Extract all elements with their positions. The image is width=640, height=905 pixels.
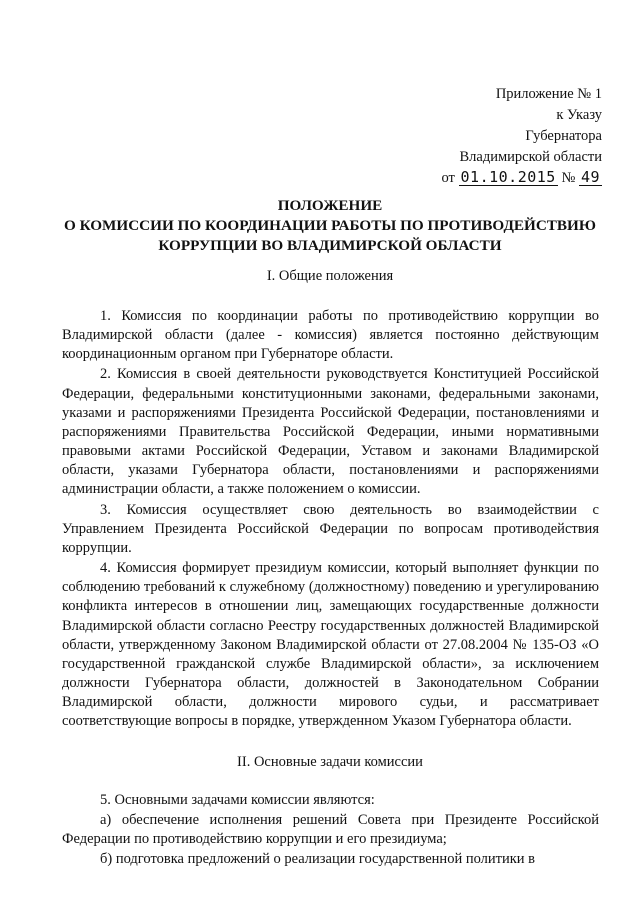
paragraph-4: 4. Комиссия формирует президиум комиссии, который выполняет функции по соблюдению требований к служебному (должностному) поведению и урегулированию конфликта интересов в отношении лиц, замещающих государственные должности Владимирской области согласно Реестру государственных должностей Владимирской области, утвержденному Законом Владимирской области от 27.08.2004 № 135-ОЗ «О государственной гражданской службе Владимирской области», за исключением должности Губернатора области, должностей в Законодательном Собрании Владимирской области, должности мирового судьи, и рассматривает соответствующие вопросы в порядке, утвержденном Указом Губернатора области.: [62, 560, 599, 730]
number-mark: №: [561, 170, 576, 186]
paragraph-1: 1. Комиссия по координации работы по противодействию коррупции во Владимирской области (далее - комиссия) является постоянно действующим координационным органом при Губернаторе области.: [62, 308, 599, 363]
appendix-block: [442, 84, 603, 189]
paragraph-2: 2. Комиссия в своей деятельности руководствуется Конституцией Российской Федерации, федеральными конституционными законами, федеральными законами, указами и распоряжениями Президента Российской Федерации, постановлениями и распоряжениями Правительства Российской Федерации, иными нормативными правовыми актами Российской Федерации, Уставом и законами Владимирской области, указами Губернатора области, постановлениями и распоряжениями администрации области, а также положением о комиссии.: [62, 366, 599, 498]
appendix-decree: к Указу: [556, 107, 602, 123]
section-1-body: [62, 307, 599, 731]
appendix-region: Владимирской области: [459, 149, 602, 165]
document-title: [58, 196, 602, 256]
appendix-governor: Губернатора: [525, 128, 602, 144]
paragraph-5a: а) обеспечение исполнения решений Совета при Президенте Российской Федерации по противодействию коррупции и его президиума;: [62, 812, 599, 848]
title-line-2: О КОМИССИИ ПО КООРДИНАЦИИ РАБОТЫ ПО ПРОТИВОДЕЙСТВИЮ: [64, 217, 596, 234]
appendix-date-line: [442, 168, 603, 189]
section-2-body: [62, 791, 599, 870]
paragraph-5b: б) подготовка предложений о реализации государственной политики в: [100, 851, 536, 868]
appendix-number: Приложение № 1: [495, 86, 602, 102]
date-prefix: от: [441, 170, 455, 186]
section-2-heading: II. Основные задачи комиссии: [237, 754, 423, 770]
handwritten-date: 01.10.2015: [460, 168, 556, 186]
paragraph-5: 5. Основными задачами комиссии являются:: [100, 792, 375, 808]
section-1-heading: I. Общие положения: [266, 268, 394, 284]
title-line-1: ПОЛОЖЕНИЕ: [277, 197, 383, 214]
paragraph-3: 3. Комиссия осуществляет свою деятельность во взаимодействии с Управлением Президента Российской Федерации по вопросам противодействия коррупции.: [62, 501, 599, 556]
title-line-3: КОРРУПЦИИ ВО ВЛАДИМИРСКОЙ ОБЛАСТИ: [158, 237, 502, 254]
handwritten-number: 49: [580, 168, 600, 186]
